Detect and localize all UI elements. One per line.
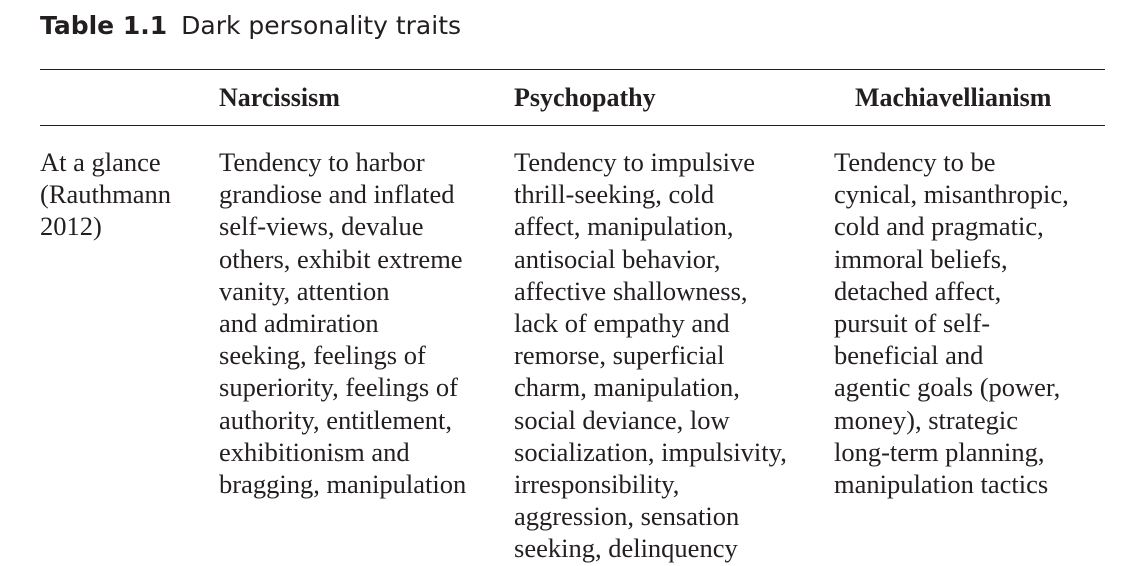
cell-line: pursuit of self-: [834, 308, 991, 339]
cell-psychopathy: [514, 146, 787, 565]
cell-machiavellianism: [834, 146, 1069, 500]
cell-line: vanity, attention: [219, 275, 390, 306]
table-caption: [40, 10, 461, 42]
cell-line: agentic goals (power,: [834, 372, 1061, 403]
cell-line: grandiose and inflated: [219, 179, 455, 210]
cell-line: seeking, feelings of: [219, 340, 426, 371]
cell-narcissism: [219, 146, 466, 500]
cell-line: charm, manipulation,: [514, 372, 740, 403]
cell-line: Tendency to harbor: [219, 147, 425, 177]
cell-line: antisocial behavior,: [514, 243, 721, 274]
cell-line: manipulation tactics: [834, 469, 1049, 500]
table-title: Dark personality traits: [181, 11, 462, 40]
cell-line: money), strategic: [834, 404, 1018, 435]
cell-line: aggression, sensation: [514, 501, 740, 532]
row-label-line: At a glance: [40, 147, 161, 177]
cell-line: long-term planning,: [834, 436, 1045, 467]
table-top-rule: [40, 69, 1105, 70]
column-header-narcissism: Narcissism: [219, 83, 340, 112]
cell-line: exhibitionism and: [219, 436, 410, 467]
header-rule: [40, 125, 1105, 126]
cell-line: authority, entitlement,: [219, 404, 453, 435]
cell-line: superiority, feelings of: [219, 372, 458, 403]
column-header-psychopathy: Psychopathy: [514, 83, 656, 112]
cell-line: seeking, delinquency: [514, 533, 738, 564]
cell-line: lack of empathy and: [514, 308, 730, 339]
cell-line: irresponsibility,: [514, 469, 680, 500]
cell-line: immoral beliefs,: [834, 243, 1008, 274]
cell-line: social deviance, low: [514, 404, 730, 435]
cell-line: others, exhibit extreme: [219, 243, 463, 274]
cell-line: remorse, superficial: [514, 340, 725, 371]
cell-line: cynical, misanthropic,: [834, 179, 1069, 210]
cell-line: Tendency to impulsive: [514, 147, 756, 177]
cell-line: and admiration: [219, 308, 379, 339]
cell-line: socialization, impulsivity,: [514, 436, 787, 467]
cell-line: affective shallowness,: [514, 275, 748, 306]
row-label-at-a-glance: [40, 146, 171, 243]
cell-line: cold and pragmatic,: [834, 211, 1044, 242]
cell-line: bragging, manipulation: [219, 469, 467, 500]
column-header-machiavellianism: Machiavellianism: [855, 83, 1052, 112]
cell-line: Tendency to be: [834, 147, 996, 177]
cell-line: self-views, devalue: [219, 211, 424, 242]
cell-line: beneficial and: [834, 340, 984, 371]
row-label-line: 2012): [40, 211, 102, 242]
cell-line: affect, manipulation,: [514, 211, 734, 242]
cell-line: detached affect,: [834, 275, 1002, 306]
cell-line: thrill-seeking, cold: [514, 179, 715, 210]
row-label-line: (Rauthmann: [40, 179, 171, 210]
table-number: Table 1.1: [40, 11, 168, 40]
